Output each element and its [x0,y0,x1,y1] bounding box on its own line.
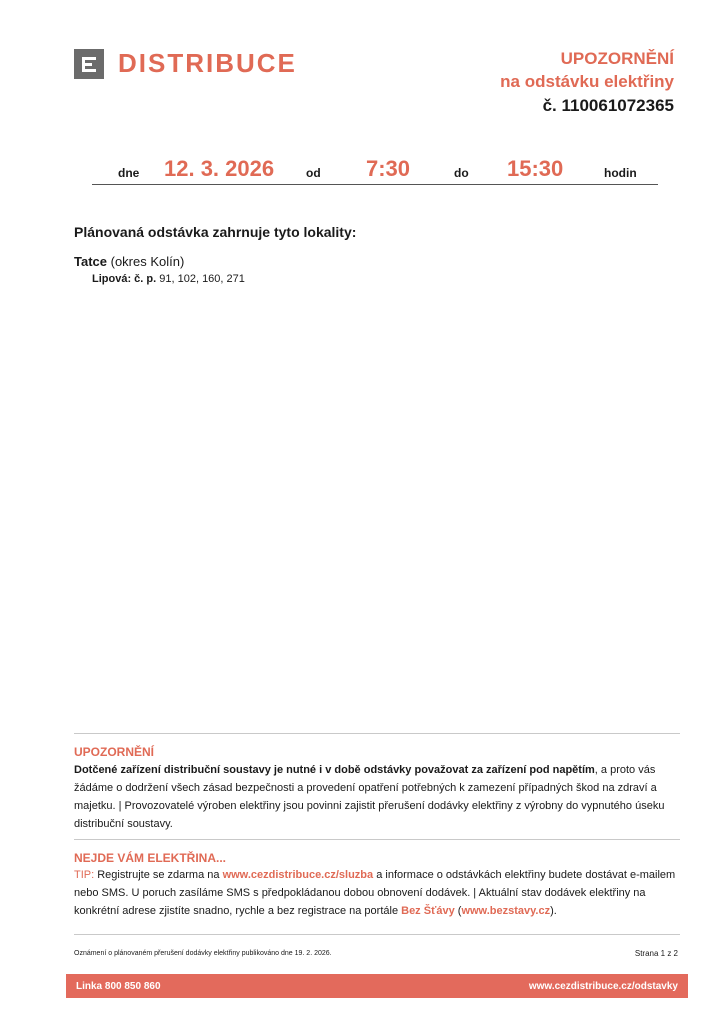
street-item [92,273,245,285]
portal-link[interactable]: www.bezstavy.cz [461,905,551,917]
notice-title: UPOZORNĚNÍ [560,49,674,68]
warning-bold: Dotčené zařízení distribuční soustavy je nutné i v době odstávky považovat za zařízení pod napětím [74,764,595,776]
published-note: Oznámení o plánovaném přerušení dodávky elektřiny publikováno dne 19. 2. 2026. [74,950,332,957]
warning-text [74,761,684,833]
company-logo [74,48,297,79]
tip-text: Registrujte se zdarma na [94,869,223,881]
notice-number: č. 110061072365 [542,96,674,115]
service-link[interactable]: www.cezdistribuce.cz/sluzba [222,869,374,881]
town-name: Tatce [74,254,107,269]
divider [74,839,680,840]
from-label: od [306,166,321,180]
notice-subtitle: na odstávku elektřiny [500,72,674,91]
cez-logo-icon [74,49,104,79]
tip-text: a informace o odstávkách elektřiny budete dostávat e-mailem nebo SMS. U poruch zasíláme SMS s předpokládanou dobou obnovení dodávek. | Aktuální stav dodávek elektřiny na konkrétní adrese zjistíte snadno, rychle a bez registrace na portále [74,869,676,917]
street-label: Lipová: č. p. [92,273,157,285]
house-numbers: 91, 102, 160, 271 [159,273,245,285]
district-name: (okres Kolín) [110,254,185,269]
schedule-line [92,150,658,185]
website-link[interactable]: www.cezdistribuce.cz/odstavky [528,980,678,992]
to-label: do [454,166,469,180]
locality-town [74,254,184,269]
tip-text: ( [454,905,462,917]
no-power-title: NEJDE VÁM ELEKTŘINA... [74,851,227,865]
divider [74,934,680,935]
no-power-text [74,866,684,920]
outage-date: 12. 3. 2026 [164,156,275,181]
page-number: Strana 1 z 2 [634,949,678,958]
time-from: 7:30 [366,156,411,181]
tip-text: ). [550,905,557,917]
divider [74,733,680,734]
unit-label: hodin [604,166,637,180]
notice-header [500,48,674,118]
hotline[interactable]: Linka 800 850 860 [76,980,161,992]
logo-text: DISTRIBUCE [118,48,297,78]
time-to: 15:30 [507,156,564,181]
warning-title: UPOZORNĚNÍ [74,745,155,759]
tip-label: TIP: [74,869,95,881]
day-label: dne [118,166,140,180]
localities-heading: Plánovaná odstávka zahrnuje tyto lokality: [74,224,357,240]
portal-name: Bez Šťávy [401,905,455,917]
footer-bar [66,974,688,998]
warning-body: , a proto vás žádáme o dodržení všech zásad bezpečnosti a provedení opatření potřebných k zamezení případných škod na zdraví a majetku. | Provozovatelé výroben elektřiny jsou povinni zajistit přerušení dodávky elektřiny z výrobny do vypnutého úseku distribuční soustavy. [74,764,665,830]
